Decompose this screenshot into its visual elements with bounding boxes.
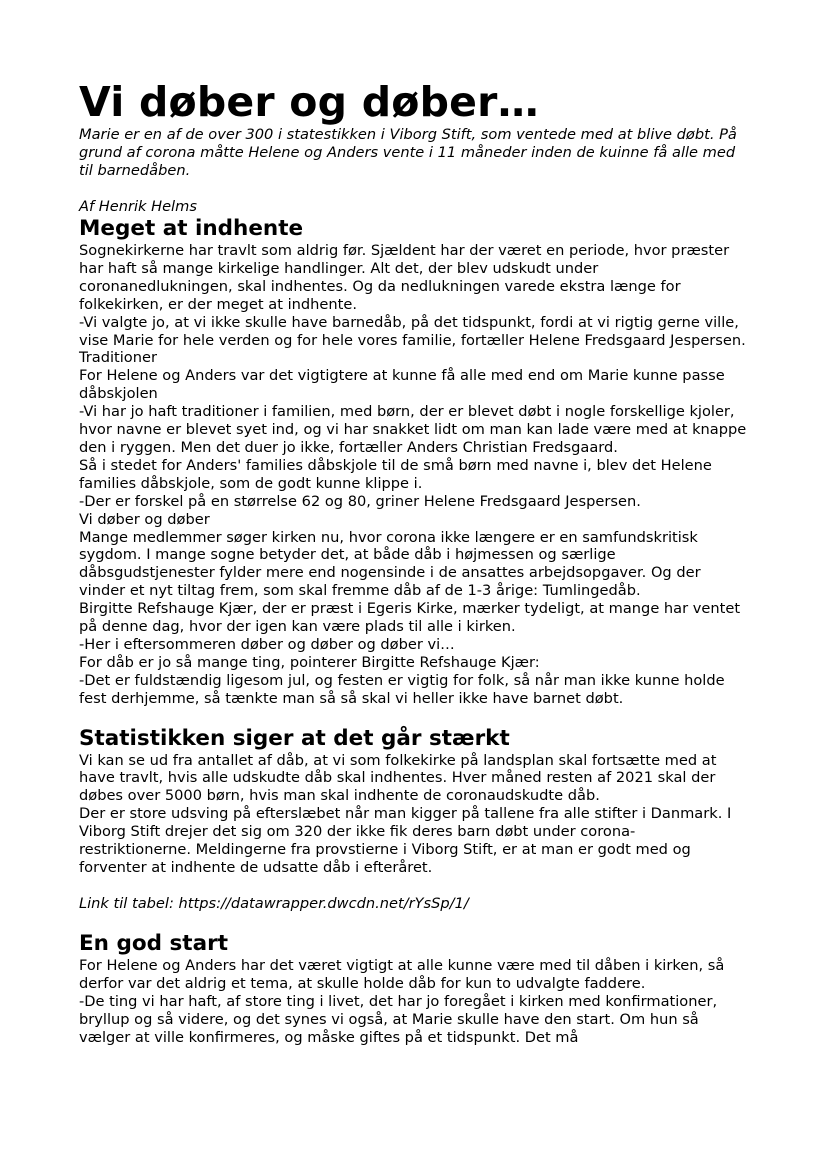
paragraph: For Helene og Anders har det været vigtigt at alle kunne være med til dåben i kirken, så derfor var det aldrig et tema, at skulle holde dåb for kun to udvalgte faddere.: [79, 956, 725, 992]
paragraph: For dåb er jo så mange ting, pointerer Birgitte Refshauge Kjær:: [79, 653, 540, 671]
paragraph: Birgitte Refshauge Kjær, der er præst i Egeris Kirke, mærker tydeligt, at mange har ventet på denne dag, hvor der igen kan være plads til alle i kirken.: [79, 600, 741, 636]
article-lede: Marie er en af de over 300 i statestikken i Viborg Stift, som ventede med at blive døbt. På grund af corona måtte Helene og Anders vente i 11 måneder inden de kuinne få alle med til barnedåben.: [79, 126, 737, 179]
paragraph: -Der er forskel på en størrelse 62 og 80, griner Helene Fredsgaard Jespersen.: [79, 492, 641, 510]
paragraph: Så i stedet for Anders' families dåbskjole til de små børn med navne i, blev det Helene families dåbskjole, som de godt kunne klippe i.: [79, 456, 712, 492]
section-meget-at-indhente: [79, 216, 747, 708]
paragraph: For Helene og Anders var det vigtigtere at kunne få alle med end om Marie kunne passe dåbskjolen: [79, 367, 725, 403]
paragraph: Sognekirkerne har travlt som aldrig før. Sjældent har der været en periode, hvor præster har haft så mange kirkelige handlinger. Alt det, der blev udskudt under coronanedlukningen, skal indhentes. Og da nedlukningen varede ekstra længe for folkekirken, er der meget at indhente.: [79, 242, 730, 313]
section-en-god-start: [79, 931, 747, 1047]
section-statistikken: [79, 726, 747, 913]
section-heading: Meget at indhente: [79, 216, 304, 241]
section-heading: En god start: [79, 930, 228, 956]
paragraph: -Vi har jo haft traditioner i familien, med børn, der er blevet døbt i nogle forskellige kjoler, hvor navne er blevet syet ind, og vi har snakket lidt om man kan lade være med at knappe den i ryggen. Men det duer jo ikke, fortæller Anders Christian Fredsgaard.: [79, 403, 747, 456]
paragraph: Der er store udsving på efterslæbet når man kigger på tallene fra alle stifter i Danmark. I Viborg Stift drejer det sig om 320 der ikke fik deres barn døbt under corona-restriktionerne. Meldingerne fra provstierne i Viborg Stift, er at man er godt med og forventer at indhente de udsatte dåb i efteråret.: [79, 805, 732, 876]
table-link: Link til tabel: https://datawrapper.dwcdn.net/rYsSp/1/: [79, 894, 469, 912]
subheading-vi-dober: Vi døber og døber: [79, 510, 210, 528]
paragraph: Mange medlemmer søger kirken nu, hvor corona ikke længere er en samfundskritisk sygdom. I mange sogne betyder det, at både dåb i højmessen og særlige dåbsgudstjenester fylder mere end nogensinde i de ansattes arbejdsopgaver. Og der vinder et nyt tiltag frem, som skal fremme dåb af de 1-3 årige: Tumlingedåb.: [79, 528, 701, 600]
paragraph: -Vi valgte jo, at vi ikke skulle have barnedåb, på det tidspunkt, fordi at vi rigtig gerne ville, vise Marie for hele verden og for hele vores familie, fortæller Helene Fredsgaard Jespersen.: [79, 313, 746, 349]
paragraph: -De ting vi har haft, af store ting i livet, det har jo foregået i kirken med konfirmationer, bryllup og så videre, og det synes vi også, at Marie skulle have den start. Om hun så vælger at ville konfirmeres, og måske giftes på et tidspunkt. Det må: [79, 992, 718, 1046]
subheading-traditioner: Traditioner: [79, 349, 157, 367]
article-author: Af Henrik Helms: [79, 198, 197, 215]
paragraph: Vi kan se ud fra antallet af dåb, at vi som folkekirke på landsplan skal fortsætte med at have travlt, hvis alle udskudte dåb skal indhentes. Hver måned resten af 2021 skal der døbes over 5000 børn, hvis man skal indhente de coronaudskudte dåb.: [79, 751, 717, 805]
paragraph: -Her i eftersommeren døber og døber og døber vi…: [79, 635, 455, 653]
section-heading: Statistikken siger at det går stærkt: [79, 725, 510, 751]
paragraph: -Det er fuldstændig ligesom jul, og festen er vigtig for folk, så når man ikke kunne holde fest derhjemme, så tænkte man så så skal vi heller ikke have barnet døbt.: [79, 671, 725, 707]
article-title: Vi døber og døber…: [79, 78, 539, 126]
